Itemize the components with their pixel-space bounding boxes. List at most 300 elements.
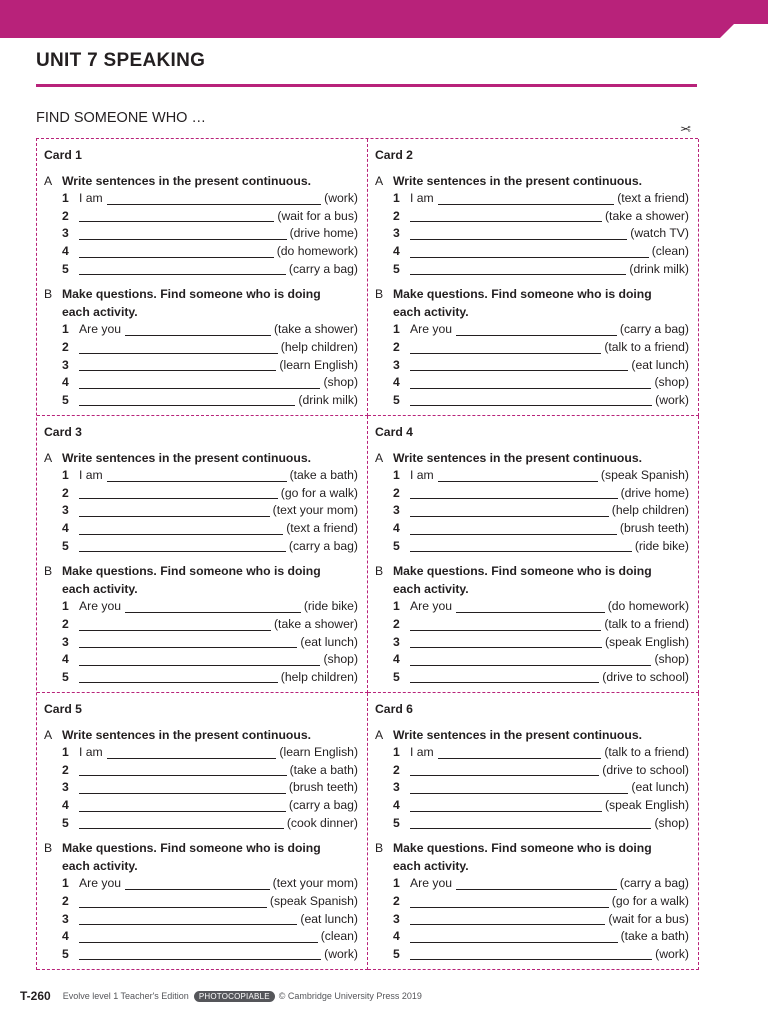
- answer-blank[interactable]: [79, 227, 287, 240]
- item-number: 5: [393, 946, 400, 961]
- section-a-heading: [375, 727, 689, 745]
- exercise-item: [375, 797, 689, 815]
- item-prefix: I am: [410, 468, 434, 483]
- item-number: 5: [62, 815, 69, 830]
- exercise-item: [44, 392, 358, 410]
- activity-hint: (text your mom): [272, 876, 358, 891]
- item-number: 2: [393, 339, 400, 354]
- item-number: 1: [62, 876, 69, 891]
- section-a: [44, 173, 358, 279]
- answer-blank[interactable]: [107, 192, 321, 205]
- exercise-item: [44, 339, 358, 357]
- item-number: 3: [62, 226, 69, 241]
- unit-title: UNIT 7 SPEAKING: [36, 50, 206, 71]
- activity-hint: (drink milk): [298, 392, 358, 407]
- item-number: 1: [62, 599, 69, 614]
- section-b-heading: [375, 286, 689, 321]
- item-number: 3: [62, 911, 69, 926]
- exercise-item: [375, 762, 689, 780]
- answer-blank[interactable]: [125, 323, 271, 336]
- section-instruction-cont: each activity.: [62, 581, 138, 596]
- item-number: 5: [393, 392, 400, 407]
- exercise-item: [375, 616, 689, 634]
- exercise-item: [44, 946, 358, 964]
- item-number: 3: [393, 357, 400, 372]
- answer-blank[interactable]: [410, 912, 605, 925]
- item-number: 3: [62, 634, 69, 649]
- item-number: 5: [393, 261, 400, 276]
- section-a: [44, 727, 358, 833]
- section-a: [375, 173, 689, 279]
- exercise-item: [375, 911, 689, 929]
- answer-blank[interactable]: [410, 781, 628, 794]
- answer-blank[interactable]: [79, 763, 287, 776]
- answer-blank[interactable]: [410, 816, 651, 829]
- exercise-item: [44, 762, 358, 780]
- activity-hint: (take a shower): [605, 208, 689, 223]
- section-instruction: Write sentences in the present continuous.: [393, 173, 642, 188]
- exercise-item: [375, 815, 689, 833]
- photocopiable-badge: PHOTOCOPIABLE: [194, 991, 275, 1002]
- answer-blank[interactable]: [79, 393, 295, 406]
- scissors-icon: ✂: [680, 121, 691, 136]
- answer-blank[interactable]: [79, 341, 278, 354]
- item-number: 2: [62, 893, 69, 908]
- section-instruction: Write sentences in the present continuous.: [393, 727, 642, 742]
- section-b-heading: [44, 563, 358, 598]
- item-number: 2: [62, 762, 69, 777]
- exercise-item: [44, 911, 358, 929]
- section-letter: B: [44, 841, 53, 856]
- exercise-item: [375, 374, 689, 392]
- card-title: Card 4: [375, 425, 413, 439]
- item-prefix: I am: [410, 191, 434, 206]
- activity-hint: (drive to school): [602, 669, 689, 684]
- activity-hint: (talk to a friend): [604, 616, 689, 631]
- answer-blank[interactable]: [410, 799, 602, 812]
- item-number: 3: [393, 634, 400, 649]
- section-instruction-cont: each activity.: [393, 858, 469, 873]
- activity-hint: (work): [655, 392, 689, 407]
- answer-blank[interactable]: [456, 877, 617, 890]
- item-number: 2: [62, 339, 69, 354]
- section-letter: A: [44, 450, 53, 465]
- section-letter: B: [375, 564, 384, 579]
- activity-hint: (text a friend): [286, 520, 358, 535]
- item-number: 1: [62, 745, 69, 760]
- exercise-item: [44, 357, 358, 375]
- item-number: 3: [393, 226, 400, 241]
- section-instruction: Make questions. Find someone who is doing: [393, 841, 652, 856]
- section-a-heading: [375, 450, 689, 468]
- exercise-item: [375, 392, 689, 410]
- activity-hint: (wait for a bus): [608, 911, 689, 926]
- item-number: 2: [393, 616, 400, 631]
- exercise-item: [44, 815, 358, 833]
- activity-hint: (take a bath): [289, 468, 358, 483]
- activity-hint: (carry a bag): [288, 538, 358, 553]
- card-title: Card 1: [44, 148, 82, 162]
- answer-blank[interactable]: [79, 781, 286, 794]
- answer-blank[interactable]: [410, 358, 628, 371]
- activity-hint: (drive home): [289, 226, 358, 241]
- exercise-item: [44, 485, 358, 503]
- answer-blank[interactable]: [107, 469, 287, 482]
- answer-blank[interactable]: [456, 323, 617, 336]
- answer-blank[interactable]: [438, 746, 602, 759]
- answer-blank[interactable]: [79, 895, 267, 908]
- exercise-item: [44, 502, 358, 520]
- answer-blank[interactable]: [410, 227, 627, 240]
- exercise-item: [44, 243, 358, 261]
- activity-hint: (cook dinner): [286, 815, 358, 830]
- exercise-item: [375, 321, 689, 339]
- item-number: 5: [62, 261, 69, 276]
- answer-blank[interactable]: [438, 192, 614, 205]
- section-instruction: Make questions. Find someone who is doing: [393, 564, 652, 579]
- exercise-item: [375, 243, 689, 261]
- section-b-heading: [44, 286, 358, 321]
- section-letter: A: [44, 173, 53, 188]
- section-b: [375, 563, 689, 686]
- item-number: 1: [393, 745, 400, 760]
- exercise-item: [375, 538, 689, 556]
- answer-blank[interactable]: [410, 393, 652, 406]
- item-number: 4: [62, 797, 69, 812]
- activity-hint: (shop): [323, 652, 358, 667]
- activity-hint: (take a bath): [289, 762, 358, 777]
- item-number: 4: [62, 652, 69, 667]
- answer-blank[interactable]: [410, 618, 601, 631]
- section-letter: B: [375, 841, 384, 856]
- activity-hint: (speak English): [605, 797, 689, 812]
- exercise-item: [375, 208, 689, 226]
- item-number: 4: [62, 929, 69, 944]
- item-number: 4: [393, 929, 400, 944]
- activity-hint: (work): [324, 191, 358, 206]
- exercise-item: [44, 893, 358, 911]
- answer-blank[interactable]: [410, 763, 599, 776]
- item-number: 5: [62, 392, 69, 407]
- answer-blank[interactable]: [79, 816, 284, 829]
- answer-blank[interactable]: [410, 245, 649, 258]
- section-instruction-cont: each activity.: [62, 304, 138, 319]
- activity-hint: (work): [324, 946, 358, 961]
- section-b: [375, 840, 689, 963]
- exercise-item: [44, 190, 358, 208]
- activity-hint: (text a friend): [617, 191, 689, 206]
- exercise-item: [44, 208, 358, 226]
- item-number: 1: [62, 322, 69, 337]
- exercise-item: [375, 744, 689, 762]
- answer-blank[interactable]: [79, 930, 318, 943]
- activity-hint: (do homework): [276, 243, 358, 258]
- activity-hint: (eat lunch): [300, 634, 358, 649]
- section-a: [44, 450, 358, 556]
- activity-hint: (clean): [320, 929, 358, 944]
- item-number: 2: [62, 485, 69, 500]
- answer-blank[interactable]: [410, 522, 617, 535]
- exercise-item: [44, 928, 358, 946]
- answer-blank[interactable]: [79, 245, 274, 258]
- exercise-item: [44, 467, 358, 485]
- item-number: 2: [393, 762, 400, 777]
- answer-blank[interactable]: [438, 469, 598, 482]
- answer-blank[interactable]: [79, 358, 276, 371]
- answer-blank[interactable]: [410, 504, 609, 517]
- item-prefix: Are you: [79, 876, 122, 891]
- card-4: [368, 416, 699, 693]
- section-b: [44, 286, 358, 409]
- section-letter: A: [375, 173, 384, 188]
- activity-hint: (eat lunch): [631, 357, 689, 372]
- exercise-item: [375, 669, 689, 687]
- answer-blank[interactable]: [79, 209, 274, 222]
- answer-blank[interactable]: [79, 486, 278, 499]
- exercise-item: [375, 928, 689, 946]
- page-number: T-260: [20, 989, 51, 1003]
- answer-blank[interactable]: [79, 618, 271, 631]
- item-number: 5: [393, 815, 400, 830]
- item-number: 4: [62, 243, 69, 258]
- activity-hint: (eat lunch): [631, 780, 689, 795]
- item-number: 2: [393, 485, 400, 500]
- answer-blank[interactable]: [456, 600, 605, 613]
- item-prefix: I am: [79, 468, 103, 483]
- activity-hint: (go for a walk): [611, 893, 689, 908]
- activity-hint: (talk to a friend): [604, 745, 689, 760]
- activity-hint: (talk to a friend): [604, 339, 689, 354]
- answer-blank[interactable]: [79, 670, 278, 683]
- answer-blank[interactable]: [79, 522, 283, 535]
- item-number: 2: [62, 616, 69, 631]
- exercise-item: [375, 261, 689, 279]
- activity-hint: (ride bike): [634, 538, 689, 553]
- answer-blank[interactable]: [410, 486, 618, 499]
- exercise-item: [375, 875, 689, 893]
- item-number: 5: [393, 669, 400, 684]
- answer-blank[interactable]: [79, 635, 297, 648]
- activity-hint: (speak Spanish): [269, 893, 358, 908]
- answer-blank[interactable]: [79, 539, 286, 552]
- activity-hint: (shop): [323, 375, 358, 390]
- activity-hint: (learn English): [279, 745, 358, 760]
- item-number: 4: [393, 520, 400, 535]
- exercise-item: [375, 634, 689, 652]
- answer-blank[interactable]: [125, 877, 270, 890]
- activity-hint: (carry a bag): [288, 797, 358, 812]
- item-number: 4: [62, 520, 69, 535]
- answer-blank[interactable]: [410, 670, 599, 683]
- exercise-item: [375, 190, 689, 208]
- exercise-item: [375, 779, 689, 797]
- activity-hint: (shop): [654, 815, 689, 830]
- cards-grid: [36, 138, 698, 970]
- item-number: 1: [62, 191, 69, 206]
- exercise-item: [44, 651, 358, 669]
- answer-blank[interactable]: [410, 653, 651, 666]
- item-number: 3: [393, 911, 400, 926]
- exercise-item: [44, 598, 358, 616]
- section-instruction: Make questions. Find someone who is doing: [62, 564, 321, 579]
- answer-blank[interactable]: [79, 947, 321, 960]
- card-title: Card 5: [44, 702, 82, 716]
- section-letter: B: [44, 287, 53, 302]
- footer: [20, 988, 422, 1004]
- activity-hint: (work): [655, 946, 689, 961]
- card-title: Card 6: [375, 702, 413, 716]
- section-instruction: Make questions. Find someone who is doing: [62, 287, 321, 302]
- answer-blank[interactable]: [410, 930, 618, 943]
- item-number: 2: [62, 208, 69, 223]
- answer-blank[interactable]: [410, 947, 652, 960]
- item-number: 3: [62, 357, 69, 372]
- section-a: [375, 727, 689, 833]
- exercise-item: [44, 634, 358, 652]
- section-a-heading: [44, 450, 358, 468]
- activity-hint: (shop): [654, 375, 689, 390]
- activity-hint: (brush teeth): [288, 780, 358, 795]
- activity-hint: (carry a bag): [619, 876, 689, 891]
- item-number: 3: [62, 503, 69, 518]
- section-instruction-cont: each activity.: [393, 304, 469, 319]
- activity-hint: (drink milk): [629, 261, 689, 276]
- card-title: Card 2: [375, 148, 413, 162]
- section-letter: B: [375, 287, 384, 302]
- answer-blank[interactable]: [79, 504, 270, 517]
- section-instruction: Make questions. Find someone who is doing: [393, 287, 652, 302]
- item-number: 1: [62, 468, 69, 483]
- item-number: 1: [393, 191, 400, 206]
- section-instruction: Make questions. Find someone who is doing: [62, 841, 321, 856]
- activity-hint: (carry a bag): [288, 261, 358, 276]
- exercise-item: [375, 651, 689, 669]
- activity-hint: (help children): [611, 503, 689, 518]
- exercise-item: [44, 374, 358, 392]
- item-number: 3: [62, 780, 69, 795]
- section-b: [44, 840, 358, 963]
- item-prefix: Are you: [410, 322, 453, 337]
- section-instruction-cont: each activity.: [62, 858, 138, 873]
- item-number: 5: [62, 946, 69, 961]
- exercise-item: [44, 616, 358, 634]
- section-letter: B: [44, 564, 53, 579]
- activity-hint: (eat lunch): [300, 911, 358, 926]
- answer-blank[interactable]: [410, 539, 632, 552]
- answer-blank[interactable]: [410, 376, 651, 389]
- exercise-item: [44, 538, 358, 556]
- answer-blank[interactable]: [79, 262, 286, 275]
- exercise-item: [375, 598, 689, 616]
- card-5: [37, 693, 368, 970]
- activity-hint: (watch TV): [630, 226, 689, 241]
- exercise-item: [375, 946, 689, 964]
- card-title: Card 3: [44, 425, 82, 439]
- exercise-item: [375, 893, 689, 911]
- answer-blank[interactable]: [410, 895, 609, 908]
- answer-blank[interactable]: [410, 209, 602, 222]
- section-instruction: Write sentences in the present continuous.: [62, 173, 311, 188]
- item-prefix: I am: [79, 191, 103, 206]
- exercise-item: [375, 339, 689, 357]
- answer-blank[interactable]: [79, 653, 320, 666]
- activity-hint: (go for a walk): [280, 485, 358, 500]
- item-number: 3: [393, 503, 400, 518]
- activity-hint: (shop): [654, 652, 689, 667]
- activity-hint: (take a shower): [274, 616, 358, 631]
- item-number: 2: [393, 208, 400, 223]
- item-number: 3: [393, 780, 400, 795]
- activity-hint: (brush teeth): [619, 520, 689, 535]
- exercise-item: [44, 669, 358, 687]
- title-divider: [36, 84, 697, 87]
- item-number: 1: [393, 322, 400, 337]
- answer-blank[interactable]: [79, 376, 320, 389]
- item-number: 4: [393, 243, 400, 258]
- section-title: FIND SOMEONE WHO …: [36, 110, 206, 126]
- exercise-item: [375, 467, 689, 485]
- answer-blank[interactable]: [79, 912, 297, 925]
- section-letter: A: [375, 727, 384, 742]
- section-a-heading: [375, 173, 689, 191]
- section-a-heading: [44, 173, 358, 191]
- answer-blank[interactable]: [79, 799, 286, 812]
- activity-hint: (help children): [280, 669, 358, 684]
- activity-hint: (take a bath): [620, 929, 689, 944]
- activity-hint: (learn English): [279, 357, 358, 372]
- activity-hint: (clean): [651, 243, 689, 258]
- card-3: [37, 416, 368, 693]
- exercise-item: [44, 779, 358, 797]
- answer-blank[interactable]: [410, 341, 601, 354]
- exercise-item: [44, 875, 358, 893]
- exercise-item: [44, 797, 358, 815]
- answer-blank[interactable]: [107, 746, 277, 759]
- section-b: [44, 563, 358, 686]
- exercise-item: [44, 225, 358, 243]
- item-number: 4: [393, 652, 400, 667]
- answer-blank[interactable]: [410, 262, 626, 275]
- activity-hint: (do homework): [607, 599, 689, 614]
- activity-hint: (speak English): [605, 634, 689, 649]
- item-prefix: I am: [410, 745, 434, 760]
- exercise-item: [375, 520, 689, 538]
- item-number: 4: [62, 375, 69, 390]
- item-number: 4: [393, 375, 400, 390]
- section-instruction: Write sentences in the present continuous.: [393, 450, 642, 465]
- answer-blank[interactable]: [125, 600, 301, 613]
- exercise-item: [44, 520, 358, 538]
- answer-blank[interactable]: [410, 635, 602, 648]
- item-number: 5: [62, 669, 69, 684]
- activity-hint: (text your mom): [272, 503, 358, 518]
- activity-hint: (help children): [280, 339, 358, 354]
- edition-text: Evolve level 1 Teacher's Edition: [62, 991, 189, 1001]
- item-number: 5: [393, 538, 400, 553]
- section-b-heading: [375, 563, 689, 598]
- section-letter: A: [44, 727, 53, 742]
- section-a-heading: [44, 727, 358, 745]
- section-instruction: Write sentences in the present continuous.: [62, 727, 311, 742]
- activity-hint: (carry a bag): [619, 322, 689, 337]
- copyright-text: © Cambridge University Press 2019: [278, 991, 422, 1001]
- section-instruction-cont: each activity.: [393, 581, 469, 596]
- activity-hint: (drive to school): [602, 762, 689, 777]
- exercise-item: [44, 321, 358, 339]
- exercise-item: [44, 744, 358, 762]
- section-letter: A: [375, 450, 384, 465]
- item-number: 1: [393, 599, 400, 614]
